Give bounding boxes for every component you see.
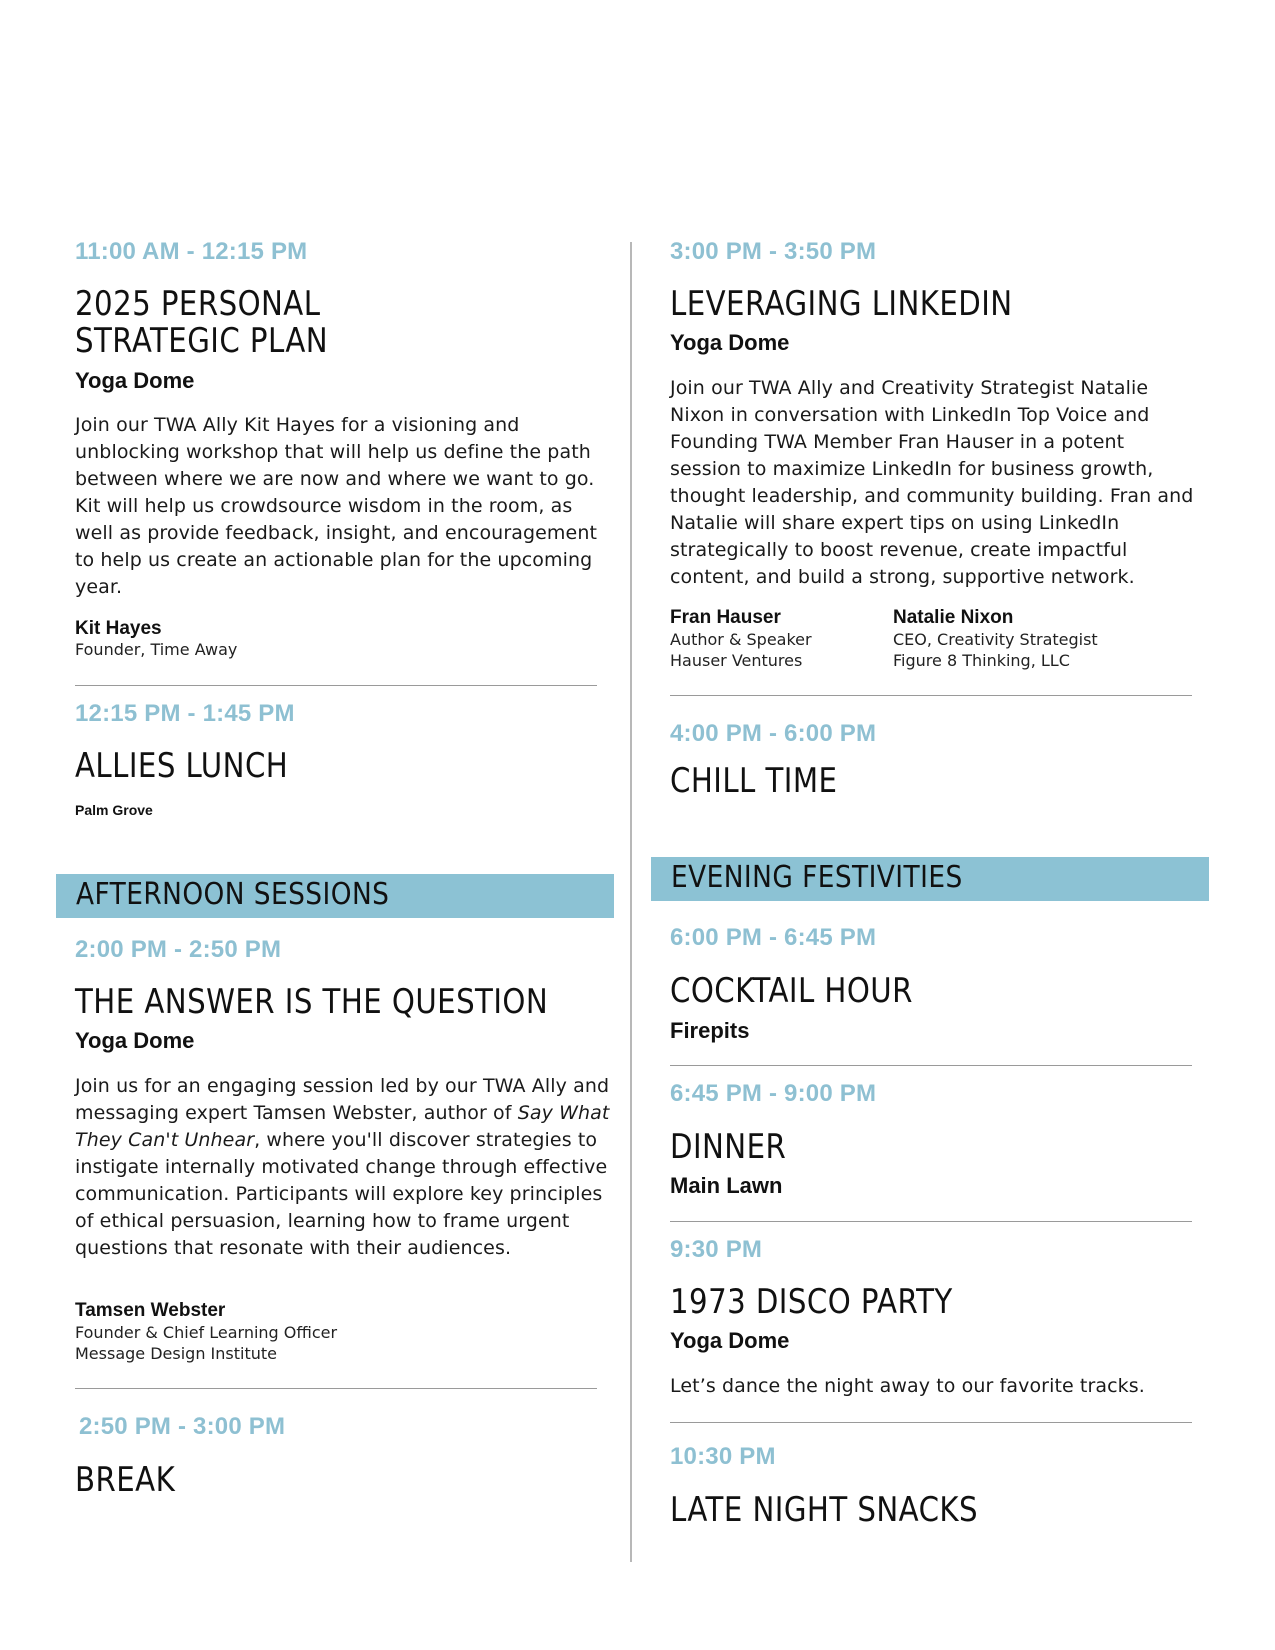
session-time: 10:30 PM bbox=[670, 1443, 776, 1470]
speaker-name: Tamsen Webster bbox=[75, 1300, 226, 1321]
book-title: Say What They Can't Unhear bbox=[75, 1102, 610, 1151]
speaker-1-organization: Hauser Ventures bbox=[670, 651, 803, 670]
session-time: 11:00 AM - 12:15 PM bbox=[75, 238, 308, 265]
session-description: Join our TWA Ally and Creativity Strategist Natalie Nixon in conversation with LinkedIn Top Voice and Founding TWA Member Fran Hauser in a potent session to maximize LinkedIn for business growth, thought leadership, and community building. Fran and Natalie will share expert tips on using LinkedIn strategically to boost revenue, create impactful content, and build a strong, supportive network. bbox=[670, 377, 1194, 588]
session-description: Join our TWA Ally Kit Hayes for a visioning and unblocking workshop that will help us define the path between where we are now and where we want to go. Kit will help us crowdsource wisdom in the room, as well as provide feedback, insight, and encouragement to help us create an actionable plan for the upcoming year. bbox=[75, 414, 598, 598]
session-time: 12:15 PM - 1:45 PM bbox=[75, 700, 295, 727]
section-divider bbox=[75, 685, 597, 686]
speaker-role: Founder & Chief Learning Officer bbox=[75, 1323, 338, 1342]
section-divider bbox=[670, 1422, 1192, 1423]
session-venue: Firepits bbox=[670, 1018, 750, 1043]
section-divider bbox=[75, 1388, 597, 1389]
session-title: LATE NIGHT SNACKS bbox=[670, 1490, 979, 1530]
session-venue: Yoga Dome bbox=[670, 330, 790, 355]
session-venue: Yoga Dome bbox=[75, 368, 195, 393]
description-intro: Join us for an engaging session led by our TWA Ally and messaging expert Tamsen Webster, author of bbox=[75, 1075, 610, 1124]
speaker-organization: Message Design Institute bbox=[75, 1344, 277, 1363]
session-title: 1973 DISCO PARTY bbox=[670, 1282, 953, 1322]
speaker-2-name: Natalie Nixon bbox=[893, 607, 1014, 628]
session-time: 4:00 PM - 6:00 PM bbox=[670, 720, 877, 747]
session-time: 3:00 PM - 3:50 PM bbox=[670, 238, 877, 265]
session-title: THE ANSWER IS THE QUESTION bbox=[75, 982, 549, 1022]
speaker-2-role: CEO, Creativity Strategist bbox=[893, 630, 1098, 649]
column-divider bbox=[630, 242, 632, 1562]
session-title: ALLIES LUNCH bbox=[75, 746, 289, 786]
session-time: 6:45 PM - 9:00 PM bbox=[670, 1080, 877, 1107]
session-title-line-2: STRATEGIC PLAN bbox=[75, 321, 329, 361]
section-divider bbox=[670, 1221, 1192, 1222]
session-title: COCKTAIL HOUR bbox=[670, 971, 913, 1011]
session-time: 2:00 PM - 2:50 PM bbox=[75, 936, 282, 963]
banner-title: AFTERNOON SESSIONS bbox=[76, 877, 390, 912]
speaker-1-role: Author & Speaker bbox=[670, 630, 812, 649]
session-title: LEVERAGING LINKEDIN bbox=[670, 284, 1013, 324]
speaker-2-organization: Figure 8 Thinking, LLC bbox=[893, 651, 1070, 670]
banner-title: EVENING FESTIVITIES bbox=[671, 860, 963, 895]
afternoon-sessions-banner bbox=[56, 874, 614, 918]
session-description: Let’s dance the night away to our favorite tracks. bbox=[670, 1375, 1145, 1397]
evening-festivities-banner bbox=[651, 857, 1209, 901]
section-divider bbox=[670, 1065, 1192, 1066]
session-venue: Palm Grove bbox=[75, 802, 153, 818]
session-time: 9:30 PM bbox=[670, 1236, 763, 1263]
section-divider bbox=[670, 695, 1192, 696]
speaker-role: Founder, Time Away bbox=[75, 640, 238, 659]
session-title: CHILL TIME bbox=[670, 761, 838, 801]
speaker-1-name: Fran Hauser bbox=[670, 607, 781, 628]
session-venue: Yoga Dome bbox=[75, 1028, 195, 1053]
session-venue: Main Lawn bbox=[670, 1173, 783, 1198]
session-time: 2:50 PM - 3:00 PM bbox=[79, 1413, 286, 1440]
session-title: DINNER bbox=[670, 1127, 787, 1167]
description-body: , where you'll discover strategies to instigate internally motivated change through effective communication. Participants will explore key principles of ethical persuasion, learning how to frame urgent questions that resonate with their audiences. bbox=[75, 1129, 608, 1259]
session-description bbox=[75, 1073, 610, 1262]
session-title: BREAK bbox=[75, 1460, 176, 1500]
speaker-name: Kit Hayes bbox=[75, 618, 162, 639]
session-time: 6:00 PM - 6:45 PM bbox=[670, 924, 877, 951]
session-title: 2025 PERSONAL bbox=[75, 284, 321, 324]
session-venue: Yoga Dome bbox=[670, 1328, 790, 1353]
